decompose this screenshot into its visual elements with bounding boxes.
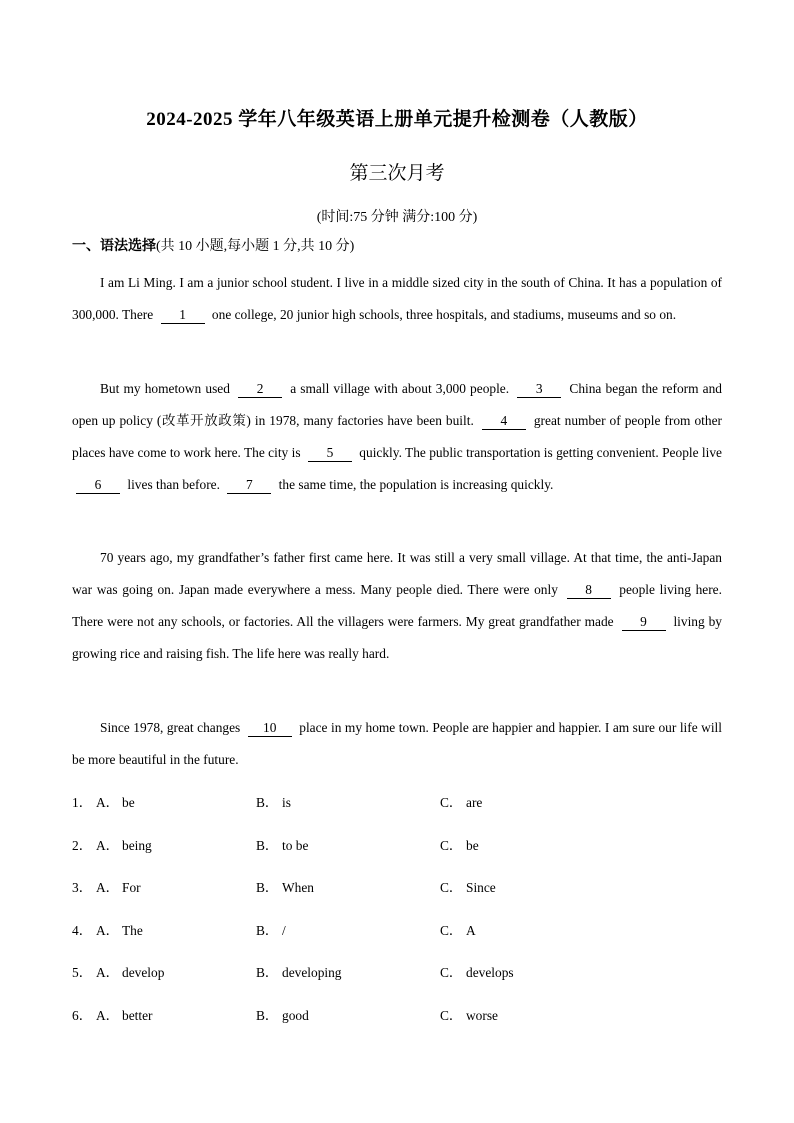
blank-6: 6 bbox=[76, 477, 120, 494]
passage-text: Since 1978, great changes bbox=[100, 720, 241, 735]
blank-4: 4 bbox=[482, 413, 526, 430]
blank-3: 3 bbox=[517, 381, 561, 398]
question-row bbox=[72, 786, 722, 829]
passage-text: 70 years ago, my grandfather’s father first came here. It was still a very small village. At that time, the anti-Japan war was going on. Japan made everywhere a mess. Many people died. There were only bbox=[72, 550, 722, 597]
option-a[interactable]: A． develop bbox=[96, 965, 165, 981]
section-number: 一、 bbox=[72, 239, 100, 254]
option-a[interactable]: A． being bbox=[96, 837, 152, 853]
option-c[interactable]: C． develops bbox=[440, 965, 514, 981]
option-a[interactable]: A． The bbox=[96, 922, 143, 938]
question-options bbox=[72, 786, 722, 1042]
blank-8: 8 bbox=[567, 582, 611, 599]
passage-text: quickly. The public transportation is getting convenient. People live bbox=[359, 445, 722, 460]
section-heading bbox=[72, 235, 354, 255]
question-row bbox=[72, 871, 722, 914]
question-number: 3． bbox=[72, 880, 93, 896]
document-subtitle: 第三次月考 bbox=[349, 163, 445, 184]
option-c[interactable]: C． be bbox=[440, 837, 479, 853]
blank-9: 9 bbox=[622, 614, 666, 631]
option-a[interactable]: A． be bbox=[96, 795, 135, 810]
exam-meta: (时间:75 分钟 满分:100 分) bbox=[316, 210, 478, 225]
passage-text: lives than before. bbox=[127, 477, 220, 492]
option-b[interactable]: B． is bbox=[256, 795, 291, 810]
option-b[interactable]: B． When bbox=[256, 880, 314, 896]
blank-5: 5 bbox=[308, 445, 352, 462]
question-number: 6． bbox=[72, 1007, 93, 1023]
passage-paragraph-4 bbox=[72, 712, 722, 776]
passage-paragraph-3 bbox=[72, 542, 722, 670]
question-row bbox=[72, 956, 722, 999]
question-row bbox=[72, 829, 722, 872]
option-b[interactable]: B． developing bbox=[256, 965, 342, 981]
question-number: 4． bbox=[72, 922, 93, 938]
passage-paragraph-2 bbox=[72, 373, 722, 501]
document-title: 2024-2025 学年八年级英语上册单元提升检测卷（人教版） bbox=[146, 109, 648, 130]
passage-text: people living here. There were not any schools, or factories. All the villagers were farmers. My great grandfather made bbox=[72, 582, 722, 629]
option-c[interactable]: C． are bbox=[440, 795, 483, 810]
option-c[interactable]: C． Since bbox=[440, 880, 496, 896]
question-number: 1． bbox=[72, 795, 93, 810]
passage-text: great number of people from other places have come to work here. The city is bbox=[72, 413, 722, 460]
option-b[interactable]: B． good bbox=[256, 1007, 309, 1023]
question-number: 5． bbox=[72, 965, 93, 981]
option-c[interactable]: C． worse bbox=[440, 1007, 498, 1023]
passage-text: a small village with about 3,000 people. bbox=[290, 381, 510, 396]
section-name: 语法选择 bbox=[100, 239, 156, 254]
passage-text: China began the reform and open up policy (改革开放政策) in 1978, many factories have been built. bbox=[72, 381, 722, 428]
passage-text: I am Li Ming. I am a junior school student. I live in a middle sized city in the south of China. It has a population of 300,000. There bbox=[72, 275, 722, 322]
blank-2: 2 bbox=[238, 381, 282, 398]
passage-text: living by growing rice and raising fish. The life here was really hard. bbox=[72, 614, 722, 661]
option-a[interactable]: A． better bbox=[96, 1007, 153, 1023]
section-description: (共 10 小题,每小题 1 分,共 10 分) bbox=[156, 239, 355, 254]
passage-text: the same time, the population is increasing quickly. bbox=[278, 477, 554, 492]
passage-text: place in my home town. People are happier and happier. I am sure our life will be more beautiful in the future. bbox=[72, 720, 722, 767]
option-b[interactable]: B． / bbox=[256, 922, 286, 938]
blank-10: 10 bbox=[248, 720, 292, 737]
question-row bbox=[72, 999, 722, 1042]
passage-paragraph-1 bbox=[72, 267, 722, 331]
option-b[interactable]: B． to be bbox=[256, 837, 309, 853]
question-number: 2． bbox=[72, 837, 93, 853]
blank-7: 7 bbox=[227, 477, 271, 494]
blank-1: 1 bbox=[161, 307, 205, 324]
question-row bbox=[72, 914, 722, 957]
passage-text: But my hometown used bbox=[100, 381, 230, 396]
option-c[interactable]: C． A bbox=[440, 922, 476, 938]
passage-text: one college, 20 junior high schools, three hospitals, and stadiums, museums and so on. bbox=[211, 307, 677, 322]
option-a[interactable]: A． For bbox=[96, 880, 141, 896]
